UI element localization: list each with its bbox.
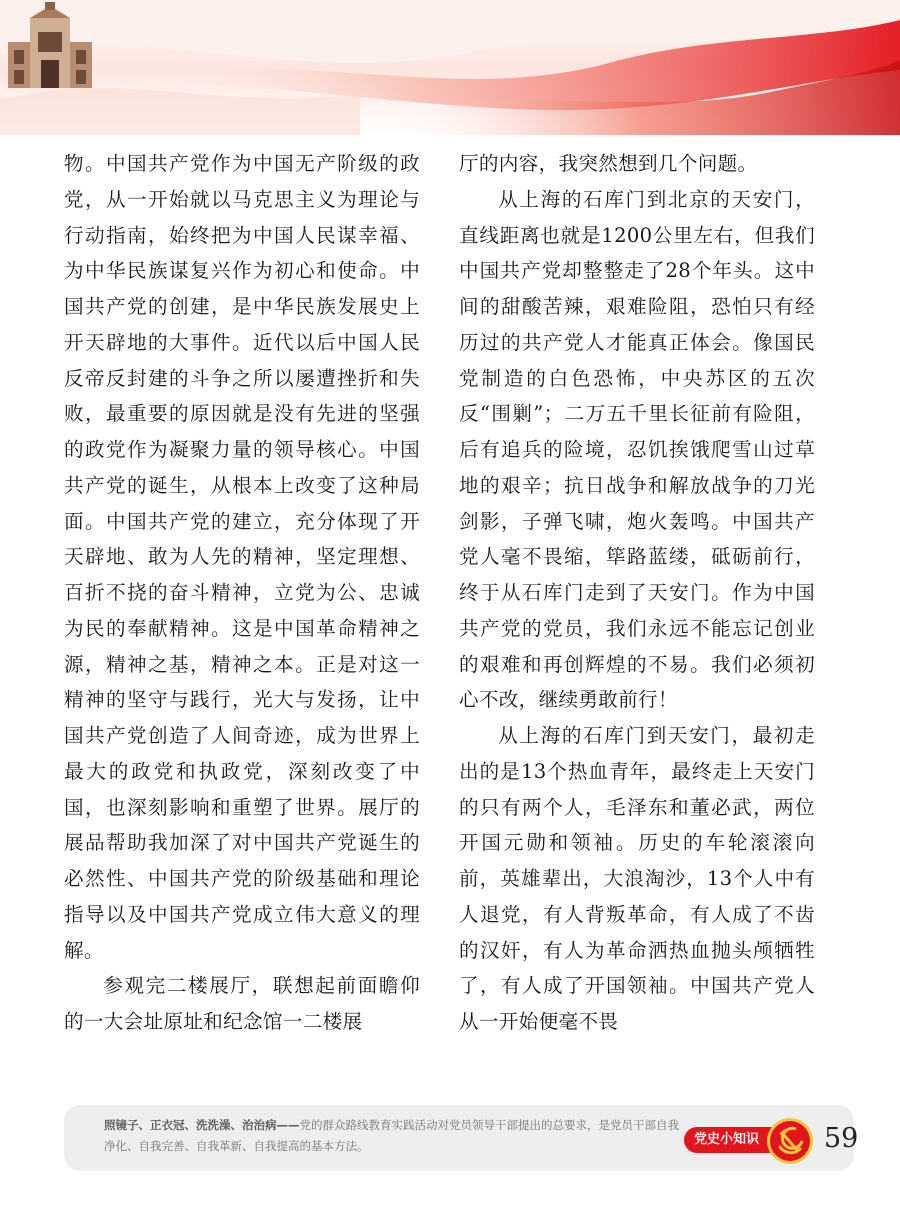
- paragraph: 厅的内容，我突然想到几个问题。: [459, 152, 758, 175]
- tip-text: [104, 1115, 689, 1157]
- paragraph: 物。中国共产党作为中国无产阶级的政党，从一开始就以马克思主义为理论与行动指南，始终把为中国人民谋幸福、为中华民族谋复兴作为初心和使命。中国共产党的创建，是中华民族发展史上开天辟地的大事件。近代以后中国人民反帝反封建的斗争之所以屡遭挫折和失败，最重要的原因就是没有先进的坚强的政党作为凝聚力量的领导核心。中国共产党的诞生，从根本上改变了这种局面。中国共产党的建立，充分体现了开天辟地、敢为人先的精神，坚定理想、百折不挠的奋斗精神，立党为公、忠诚为民的奉献精神。这是中国革命精神之源，精神之基，精神之本。正是对这一精神的坚守与践行，光大与发扬，让中国共产党创造了人间奇迹，成为世界上最大的政党和执政党，深刻改变了中国，也深刻影响和重塑了世界。展厅的展品帮助我加深了对中国共产党诞生的必然性、中国共产党的阶级基础和理论指导以及中国共产党成立伟大意义的理解。: [64, 152, 420, 962]
- memorial-building-illustration: [0, 0, 100, 90]
- right-text-column: [459, 146, 815, 1040]
- party-history-tip-box: [64, 1105, 859, 1171]
- page-number: 59: [824, 1123, 859, 1154]
- party-emblem-icon: [766, 1117, 814, 1165]
- left-text-column: [64, 146, 420, 1040]
- tip-badge: 党史小知识: [684, 1127, 796, 1153]
- paragraph: 从上海的石库门到北京的天安门，直线距离也就是1200公里左右，但我们中国共产党却整整走了28个年头。这中间的甜酸苦辣，艰难险阻，恐怕只有经历过的共产党人才能真正体会。像国民党制造的白色恐怖，中央苏区的五次反“围剿”；二万五千里长征前有险阻，后有追兵的险境，忍饥挨饿爬雪山过草地的艰辛；抗日战争和解放战争的刀光剑影，子弹飞啸，炮火轰鸣。中国共产党人毫不畏缩，筚路蓝缕，砥砺前行，终于从石库门走到了天安门。作为中国共产党的党员，我们永远不能忘记创业的艰难和再创辉煌的不易。我们必须初心不改，继续勇敢前行！: [459, 187, 815, 712]
- header-banner: [0, 0, 900, 135]
- tip-term: 照镜子、正衣冠、洗洗澡、治治病: [104, 1118, 277, 1132]
- paragraph: 从上海的石库门到天安门，最初走出的是13个热血青年，最终走上天安门的只有两个人，毛泽东和董必武，两位开国元勋和领袖。历史的车轮滚滚向前，英雄辈出，大浪淘沙，13个人中有人退党，有人背叛革命，有人成了不齿的汉奸，有人为革命洒热血抛头颅牺牲了，有人成了开国领袖。中国共产党人从一开始便毫不畏: [459, 724, 815, 1033]
- red-wave-decoration: [0, 0, 900, 135]
- tip-dash: ——: [276, 1118, 300, 1132]
- tip-definition: 党的群众路线教育实践活动对党员领导干部提出的总要求，是党员干部自我净化、自我完善、自我革新、自我提高的基本方法。: [104, 1118, 679, 1153]
- paragraph: 参观完二楼展厅，联想起前面瞻仰的一大会址原址和纪念馆一二楼展: [64, 974, 420, 1033]
